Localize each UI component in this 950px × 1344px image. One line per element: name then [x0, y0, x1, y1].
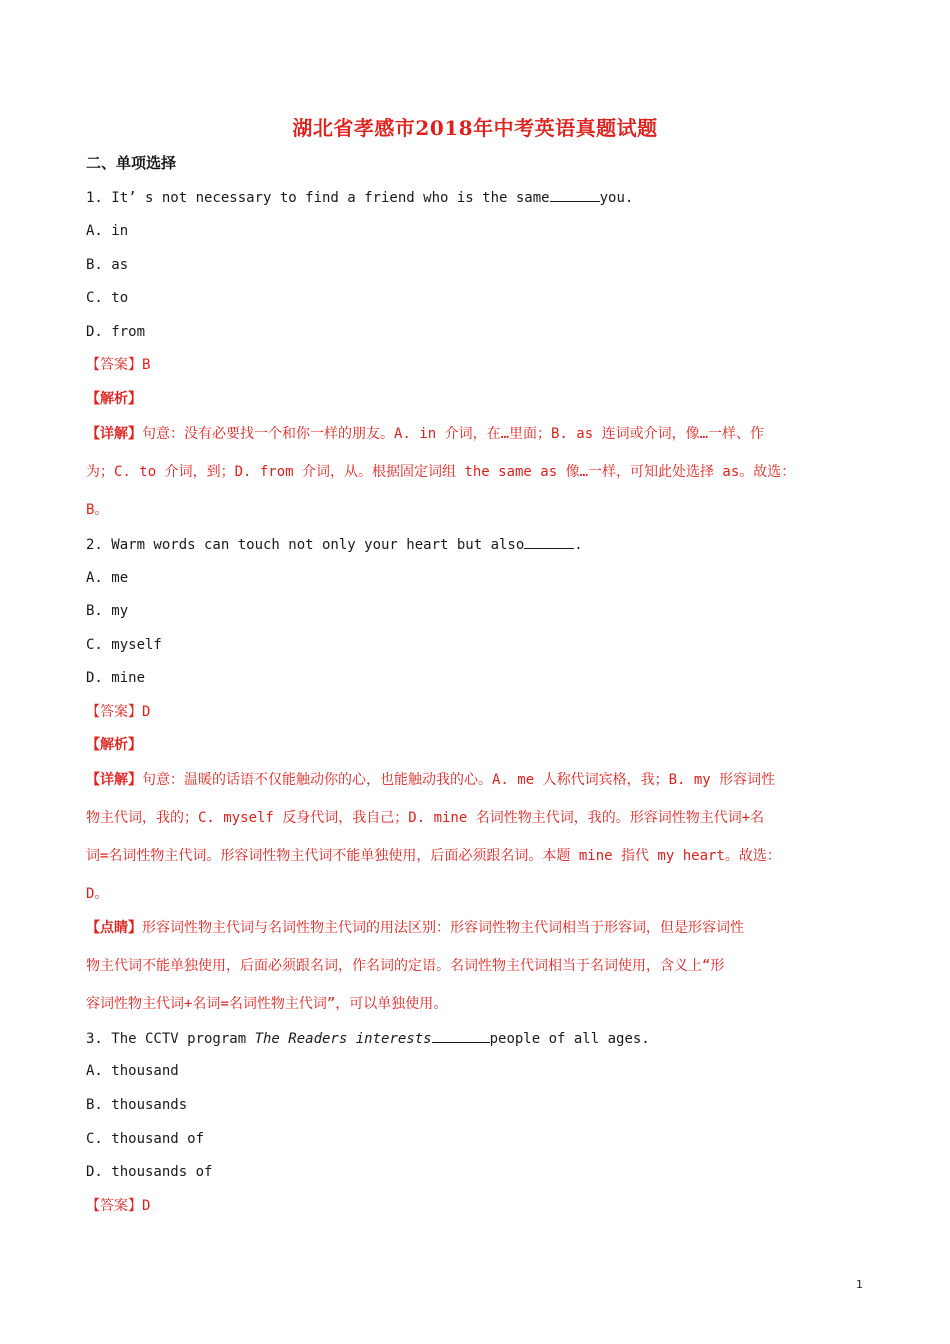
page-title: 湖北省孝感市2018年中考英语真题试题: [292, 116, 658, 140]
question-2-analysis-tag: 【解析】: [86, 737, 142, 753]
question-3-text-end: people of all ages.: [489, 1031, 650, 1047]
question-2-tip-line-1: [86, 917, 876, 937]
question-1-stem: [86, 187, 633, 208]
question-2-detail-line-4: D。: [86, 886, 109, 902]
question-3-text: 3. The CCTV program: [86, 1031, 255, 1047]
question-1-answer: 【答案】B: [86, 357, 151, 373]
question-1-option-a: A. in: [86, 223, 129, 239]
answer-blank: [432, 1028, 490, 1043]
detail-text: 句意：温暖的话语不仅能触动你的心，也能触动我的心。A. me 人称代词宾格，我；B. my 形容词性: [142, 772, 776, 788]
question-2-stem: [86, 534, 583, 555]
detail-text: 句意：没有必要找一个和你一样的朋友。A. in 介词，在…里面；B. as 连词或介词，像…一样、作: [142, 426, 764, 442]
tip-tag: 【点睛】: [86, 920, 142, 936]
question-1-detail-line-2: 为；C. to 介词，到；D. from 介词，从。根据固定词组 the same as 像…一样，可知此处选择 as。故选：: [86, 464, 796, 480]
question-1-analysis-tag: 【解析】: [86, 391, 142, 407]
question-2-answer: 【答案】D: [86, 704, 151, 720]
question-1-detail-line-3: B。: [86, 502, 109, 518]
question-1-text-end: you.: [599, 190, 634, 206]
question-2-option-d: D. mine: [86, 670, 146, 686]
question-2-text-end: .: [574, 537, 583, 553]
tip-text: 形容词性物主代词与名词性物主代词的用法区别：形容词性物主代词相当于形容词，但是形容词性: [142, 920, 744, 936]
question-2-tip-line-2: 物主代词不能单独使用，后面必须跟名词，作名词的定语。名词性物主代词相当于名词使用，含义上“形: [86, 958, 725, 974]
question-2-detail-line-2: 物主代词，我的；C. myself 反身代词，我自己；D. mine 名词性物主代词，我的。形容词性物主代词+名: [86, 810, 765, 826]
question-3-option-d: D. thousands of: [86, 1164, 213, 1180]
question-2-tip-line-3: 容词性物主代词+名词=名词性物主代词”，可以单独使用。: [86, 996, 448, 1012]
question-2-option-c: C. myself: [86, 637, 162, 653]
question-3-stem: [86, 1028, 650, 1049]
answer-blank: [550, 187, 600, 202]
question-1-detail-line-1: [86, 423, 876, 443]
question-1-option-d: D. from: [86, 324, 146, 340]
question-2-detail-line-1: [86, 769, 876, 789]
question-1-option-c: C. to: [86, 290, 129, 306]
question-3-answer: 【答案】D: [86, 1198, 151, 1214]
answer-blank: [524, 534, 574, 549]
page-number: 1: [856, 1278, 863, 1291]
program-name: The Readers interests: [254, 1031, 432, 1047]
question-3-option-b: B. thousands: [86, 1097, 188, 1113]
question-2-detail-line-3: 词=名词性物主代词。形容词性物主代词不能单独使用，后面必须跟名词。本题 mine 指代 my heart。故选：: [86, 848, 781, 864]
detail-tag: 【详解】: [86, 772, 142, 788]
detail-tag: 【详解】: [86, 426, 142, 442]
question-3-option-a: A. thousand: [86, 1063, 179, 1079]
question-2-option-a: A. me: [86, 570, 129, 586]
question-3-option-c: C. thousand of: [86, 1131, 205, 1147]
question-1-option-b: B. as: [86, 257, 129, 273]
question-2-text: 2. Warm words can touch not only your heart but also: [86, 537, 525, 553]
question-1-text: 1. It’ s not necessary to find a friend who is the same: [86, 190, 550, 206]
section-heading: 二、单项选择: [86, 154, 177, 172]
question-2-option-b: B. my: [86, 603, 129, 619]
